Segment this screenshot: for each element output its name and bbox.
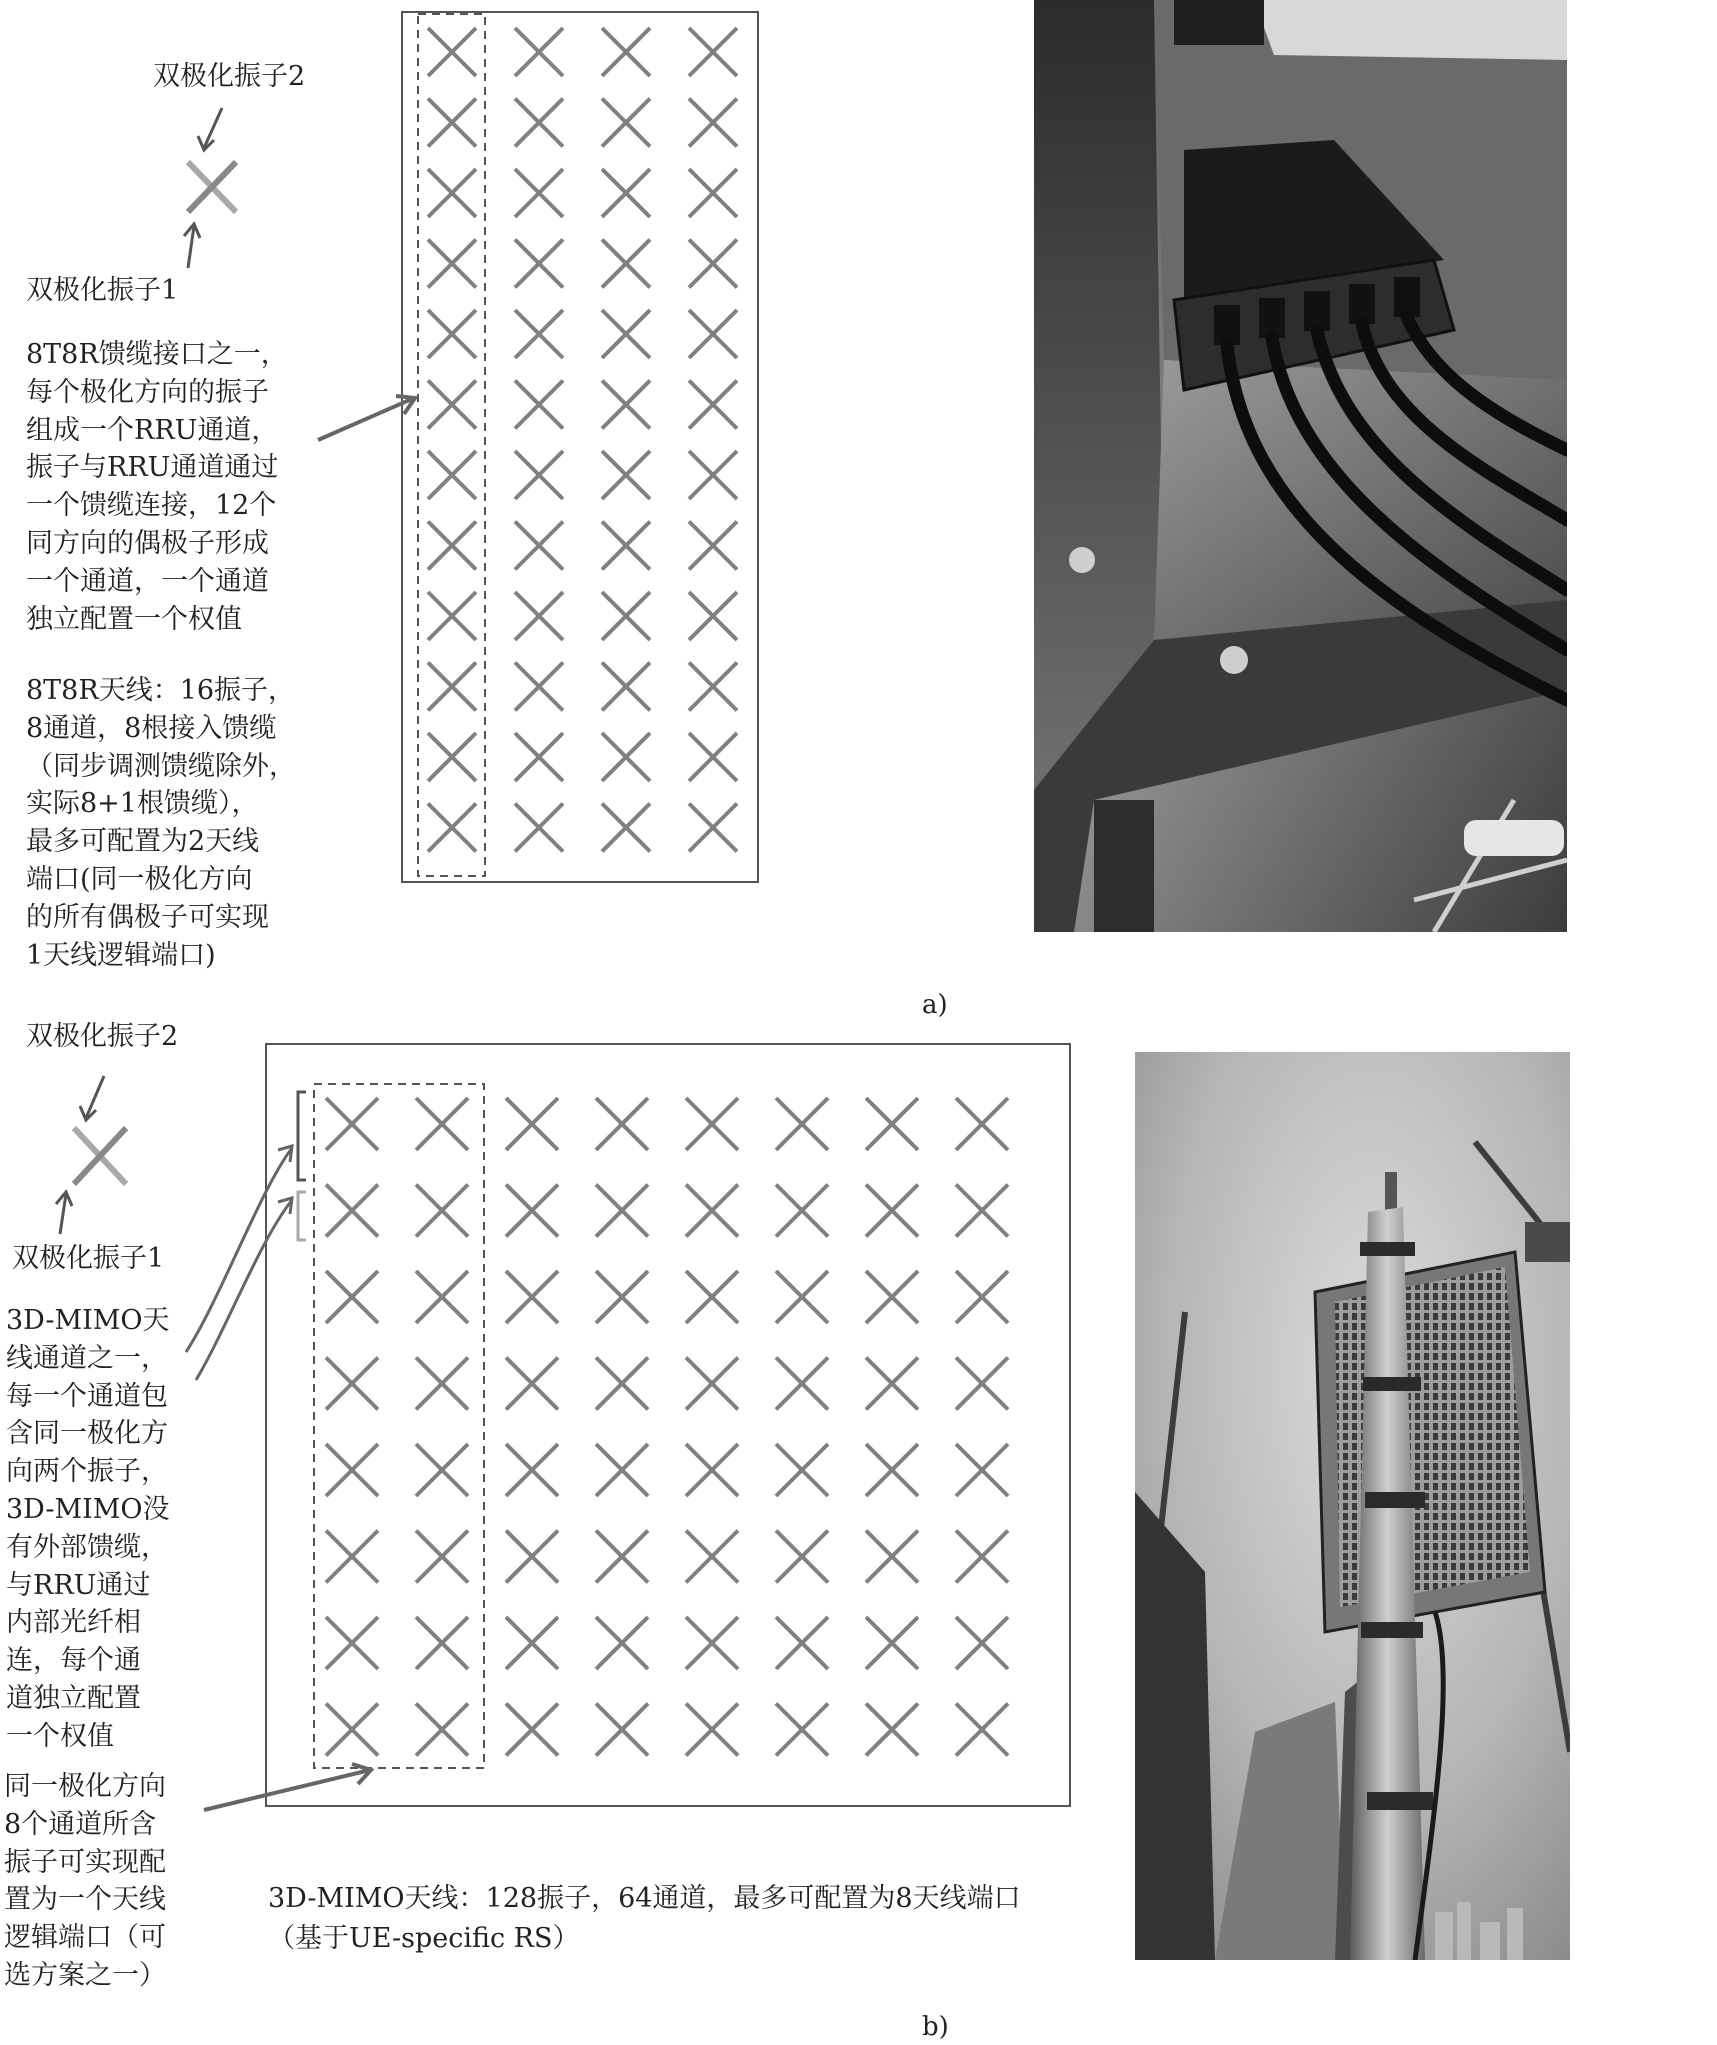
element-grid-b <box>326 1098 1008 1756</box>
dipole-element <box>776 1444 828 1496</box>
channel-note-line: 道独立配置 <box>6 1682 141 1714</box>
dipole-element <box>689 310 737 358</box>
antenna-summary-2: （基于UE-specific RS） <box>268 1923 580 1954</box>
dipole-element <box>866 1358 918 1410</box>
dipole-element <box>428 451 476 499</box>
dipole-element <box>686 1271 738 1323</box>
feeder-note-line: 同方向的偶极子形成 <box>26 527 269 559</box>
dipole-element <box>776 1704 828 1756</box>
dipole-element <box>515 522 563 570</box>
dipole-element <box>506 1617 558 1669</box>
dipole-element <box>776 1358 828 1410</box>
dipole-element <box>602 28 650 76</box>
dipole-element <box>956 1271 1008 1323</box>
caption-a: a) <box>922 990 948 1020</box>
dipole-element <box>689 663 737 711</box>
dipole-element <box>686 1098 738 1150</box>
dipole-element <box>515 592 563 640</box>
dipole-element <box>596 1531 648 1583</box>
dipole-element <box>602 733 650 781</box>
dipole-element <box>866 1444 918 1496</box>
dipole-element <box>602 522 650 570</box>
dipole-element <box>428 663 476 711</box>
dipole-element <box>602 663 650 711</box>
port-note-line: 振子可实现配 <box>4 1846 166 1878</box>
dipole-element <box>689 28 737 76</box>
feeder-note-line: 独立配置一个权值 <box>26 603 242 635</box>
channel-note-line: 3D-MIMO没 <box>6 1493 170 1525</box>
dipole-element <box>686 1358 738 1410</box>
dipole-element <box>866 1617 918 1669</box>
dipole-element <box>602 99 650 147</box>
feeder-note-line: 振子与RRU通道通过 <box>26 452 279 484</box>
channel-note-line: 含同一极化方 <box>6 1418 168 1450</box>
channel-arrows-b <box>186 1146 292 1380</box>
dipole-element <box>602 310 650 358</box>
feeder-note-line: 一个通道，一个通道 <box>26 565 269 597</box>
dipole-element <box>596 1358 648 1410</box>
dipole-element <box>326 1185 378 1237</box>
dipole-element <box>596 1271 648 1323</box>
dipole-element <box>326 1617 378 1669</box>
dipole-element <box>956 1358 1008 1410</box>
dipole-element <box>689 592 737 640</box>
port-arrow-b <box>204 1764 371 1810</box>
channel-note-line: 内部光纤相 <box>6 1607 141 1639</box>
dipole-element <box>506 1531 558 1583</box>
channel-note-line: 每一个通道包 <box>6 1380 168 1412</box>
dipole-element <box>428 522 476 570</box>
dipole-element <box>326 1271 378 1323</box>
dipole-element <box>596 1444 648 1496</box>
dipole-element <box>689 804 737 852</box>
dipole-element <box>506 1271 558 1323</box>
dipole-element <box>428 99 476 147</box>
channel-note-line: 连，每个通 <box>6 1645 141 1677</box>
dipole-element <box>515 169 563 217</box>
port-note-line: 8个通道所含 <box>4 1808 157 1840</box>
channel-bracket <box>298 1092 306 1240</box>
channel-note-line: 3D-MIMO天 <box>6 1305 170 1336</box>
dipole-element <box>416 1098 468 1150</box>
dipole-element <box>689 240 737 288</box>
dipole-element <box>866 1531 918 1583</box>
antenna-note-line: 端口(同一极化方向 <box>26 863 253 895</box>
antenna-note-line: 实际8+1根馈缆）， <box>26 788 259 820</box>
feeder-note-line: 每个极化方向的振子 <box>26 376 269 408</box>
dipole-element <box>326 1098 378 1150</box>
dipole-element <box>326 1444 378 1496</box>
dipole-element <box>686 1617 738 1669</box>
dipole-element <box>866 1185 918 1237</box>
channel-note-line: 一个权值 <box>6 1720 114 1752</box>
antenna-note-line: 最多可配置为2天线 <box>26 826 260 858</box>
dipole-element <box>596 1098 648 1150</box>
dipole-element <box>602 804 650 852</box>
dipole-element <box>416 1531 468 1583</box>
dipole-element <box>416 1185 468 1237</box>
dipole-element <box>689 522 737 570</box>
dipole-element <box>956 1185 1008 1237</box>
dipole-element <box>602 240 650 288</box>
dipole-element <box>428 310 476 358</box>
dipole-element <box>602 592 650 640</box>
dipole-element <box>506 1444 558 1496</box>
dipole-element <box>776 1617 828 1669</box>
dipole-element <box>956 1444 1008 1496</box>
dipole-element <box>416 1704 468 1756</box>
legend-cross-b <box>74 1128 126 1184</box>
dipole-element <box>602 169 650 217</box>
dipole-element <box>428 804 476 852</box>
dipole-element <box>596 1617 648 1669</box>
dipole-element <box>326 1704 378 1756</box>
port-note-line: 逻辑端口（可 <box>4 1922 166 1954</box>
antenna-note-line: 8T8R天线：16振子， <box>26 675 296 706</box>
dipole-element <box>686 1444 738 1496</box>
dipole-element <box>506 1185 558 1237</box>
dipole-element <box>686 1531 738 1583</box>
antenna-frame-b <box>266 1044 1070 1806</box>
feeder-arrow-a <box>318 396 415 440</box>
port-note-line: 选方案之一） <box>4 1959 166 1991</box>
dipole-element <box>689 169 737 217</box>
feeder-note-line: 一个馈缆连接，12个 <box>26 490 277 522</box>
dipole-element <box>515 240 563 288</box>
element-label-2-a: 双极化振子2 <box>153 61 306 92</box>
dipole-element <box>428 169 476 217</box>
dipole-element <box>686 1704 738 1756</box>
dipole-element <box>515 733 563 781</box>
dipole-element <box>596 1185 648 1237</box>
feeder-note-line: 组成一个RRU通道， <box>26 414 279 446</box>
channel-note-line: 与RRU通过 <box>6 1569 151 1601</box>
element-label-2-b: 双极化振子2 <box>26 1021 179 1052</box>
dipole-element <box>866 1704 918 1756</box>
antenna-note-line: 8通道，8根接入馈缆 <box>26 712 277 744</box>
dipole-element <box>515 451 563 499</box>
dipole-element <box>689 99 737 147</box>
dipole-element <box>515 310 563 358</box>
dipole-element <box>956 1098 1008 1150</box>
legend-cross-a <box>188 162 236 212</box>
dipole-element <box>416 1271 468 1323</box>
dipole-element <box>326 1531 378 1583</box>
dipole-element <box>506 1358 558 1410</box>
dipole-element <box>956 1531 1008 1583</box>
antenna-note-line: 的所有偶极子可实现 <box>26 901 269 933</box>
channel-box-b <box>314 1084 484 1768</box>
dipole-element <box>515 663 563 711</box>
dipole-element <box>515 28 563 76</box>
element-label-1-a: 双极化振子1 <box>26 275 179 306</box>
dipole-element <box>515 804 563 852</box>
channel-note-line: 向两个振子， <box>6 1456 168 1488</box>
dipole-element <box>956 1617 1008 1669</box>
dipole-element <box>428 592 476 640</box>
caption-b: b) <box>922 2012 949 2042</box>
dipole-element <box>602 451 650 499</box>
dipole-element <box>428 381 476 429</box>
element-grid-a <box>428 28 737 852</box>
feeder-note-line: 8T8R馈缆接口之一， <box>26 339 288 370</box>
dipole-element <box>686 1185 738 1237</box>
dipole-element <box>866 1271 918 1323</box>
dipole-element <box>776 1098 828 1150</box>
channel-note-line: 有外部馈缆， <box>6 1531 168 1563</box>
dipole-element <box>602 381 650 429</box>
antenna-note-line: 1天线逻辑端口) <box>26 939 216 971</box>
dipole-element <box>866 1098 918 1150</box>
dipole-element <box>776 1271 828 1323</box>
port-note-line: 同一极化方向 <box>4 1771 166 1802</box>
dipole-element <box>956 1704 1008 1756</box>
dipole-element <box>515 99 563 147</box>
dipole-element <box>428 240 476 288</box>
antenna-note-line: （同步调测馈缆除外， <box>26 750 296 782</box>
port-note-line: 置为一个天线 <box>4 1884 166 1916</box>
dipole-element <box>326 1358 378 1410</box>
dipole-element <box>776 1185 828 1237</box>
element-label-1-b: 双极化振子1 <box>12 1243 165 1274</box>
dipole-element <box>506 1098 558 1150</box>
channel-note-line: 线通道之一， <box>6 1342 168 1374</box>
dipole-element <box>416 1444 468 1496</box>
dipole-element <box>689 381 737 429</box>
dipole-element <box>689 733 737 781</box>
dipole-element <box>506 1704 558 1756</box>
dipole-element <box>416 1617 468 1669</box>
dipole-element <box>515 381 563 429</box>
dipole-element <box>596 1704 648 1756</box>
antenna-summary: 3D-MIMO天线：128振子，64通道，最多可配置为8天线端口 <box>268 1883 1021 1914</box>
dipole-element <box>416 1358 468 1410</box>
dipole-element <box>689 451 737 499</box>
dipole-element <box>428 28 476 76</box>
dipole-element <box>428 733 476 781</box>
dipole-element <box>776 1531 828 1583</box>
